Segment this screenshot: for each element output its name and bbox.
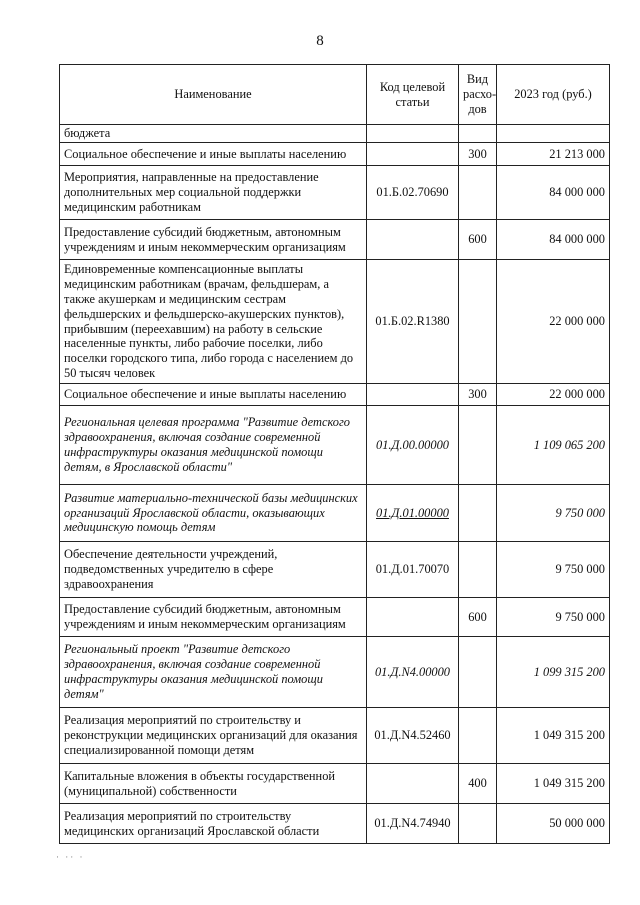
row-name-cell: Единовременные компенсационные выплаты медицинским работникам (врачам, фельдшерам, а также акушеркам и медицинским сестрам фельдшерских и фельдшерско-акушерских пунктов), прибывшим (переехавшим) на работу в сельские населенные пункты, либо рабочие поселки, либо поселки городского типа, либо города с населением до 50 тысяч человек xyxy=(60,260,367,384)
row-code-cell: 01.Б.02.R1380 xyxy=(367,260,459,384)
row-type-cell xyxy=(459,542,497,598)
row-name-cell: Капитальные вложения в объекты государственной (муниципальной) собственности xyxy=(60,764,367,804)
row-name-cell: Мероприятия, направленные на предоставление дополнительных мер социальной поддержки медицинским работникам xyxy=(60,166,367,220)
table-row xyxy=(60,708,610,764)
row-code-cell: 01.Д.N4.74940 xyxy=(367,804,459,844)
row-name-cell: Обеспечение деятельности учреждений, подведомственных учредителю в сфере здравоохранения xyxy=(60,542,367,598)
row-code-cell: 01.Б.02.70690 xyxy=(367,166,459,220)
table-row xyxy=(60,143,610,166)
row-code-cell xyxy=(367,485,459,542)
row-sum-cell: 21 213 000 xyxy=(497,143,610,166)
row-code-cell xyxy=(367,598,459,637)
row-sum-cell: 9 750 000 xyxy=(497,542,610,598)
header-name: Наименование xyxy=(60,65,367,125)
header-type: Вид расхо-дов xyxy=(459,65,497,125)
table-row xyxy=(60,598,610,637)
row-name-cell: Предоставление субсидий бюджетным, автономным учреждениям и иным некоммерческим организациям xyxy=(60,598,367,637)
row-sum-cell: 1 049 315 200 xyxy=(497,764,610,804)
row-sum-cell: 1 099 315 200 xyxy=(497,637,610,708)
row-sum-cell: 84 000 000 xyxy=(497,166,610,220)
row-name-cell: бюджета xyxy=(60,125,367,143)
row-name-cell: Развитие материально-технической базы медицинских организаций Ярославской области, оказывающих медицинскую помощь детям xyxy=(60,485,367,542)
row-sum-cell: 50 000 000 xyxy=(497,804,610,844)
table-row xyxy=(60,637,610,708)
row-name-cell: Реализация мероприятий по строительству медицинских организаций Ярославской области xyxy=(60,804,367,844)
header-code: Код целевой статьи xyxy=(367,65,459,125)
table-row xyxy=(60,542,610,598)
budget-table xyxy=(59,64,610,844)
row-type-cell: 300 xyxy=(459,384,497,406)
row-type-cell: 600 xyxy=(459,598,497,637)
table-row xyxy=(60,260,610,384)
row-name-cell: Региональный проект "Развитие детского здравоохранения, включая создание современной инфраструктуры оказания медицинской помощи детям" xyxy=(60,637,367,708)
row-type-cell xyxy=(459,166,497,220)
row-type-cell xyxy=(459,406,497,485)
row-type-cell: 600 xyxy=(459,220,497,260)
header-sum: 2023 год (руб.) xyxy=(497,65,610,125)
row-name-cell: Предоставление субсидий бюджетным, автономным учреждениям и иным некоммерческим организациям xyxy=(60,220,367,260)
row-sum-cell: 9 750 000 xyxy=(497,485,610,542)
row-type-cell xyxy=(459,260,497,384)
row-sum-cell: 1 049 315 200 xyxy=(497,708,610,764)
row-type-cell xyxy=(459,485,497,542)
table-row xyxy=(60,125,610,143)
table-row xyxy=(60,166,610,220)
row-sum-cell: 1 109 065 200 xyxy=(497,406,610,485)
table-header-row xyxy=(60,65,610,125)
row-name-cell: Реализация мероприятий по строительству и реконструкции медицинских организаций для оказания специализированной помощи детям xyxy=(60,708,367,764)
row-code-cell xyxy=(367,143,459,166)
row-type-cell: 300 xyxy=(459,143,497,166)
row-code-cell: 01.Д.00.00000 xyxy=(367,406,459,485)
row-code-cell xyxy=(367,220,459,260)
row-code-cell xyxy=(367,125,459,143)
row-code-cell xyxy=(367,764,459,804)
table-body xyxy=(60,125,610,844)
table-row xyxy=(60,220,610,260)
row-sum-cell: 84 000 000 xyxy=(497,220,610,260)
row-type-cell xyxy=(459,125,497,143)
row-sum-cell: 9 750 000 xyxy=(497,598,610,637)
row-code-cell xyxy=(367,384,459,406)
row-name-cell: Социальное обеспечение и иные выплаты населению xyxy=(60,143,367,166)
row-type-cell xyxy=(459,708,497,764)
table-row xyxy=(60,804,610,844)
row-code-text: 01.Д.01.00000 xyxy=(376,505,449,520)
table-row xyxy=(60,485,610,542)
row-type-cell xyxy=(459,804,497,844)
row-name-cell: Социальное обеспечение и иные выплаты населению xyxy=(60,384,367,406)
table-row xyxy=(60,406,610,485)
page-number: 8 xyxy=(316,33,324,49)
table-row xyxy=(60,384,610,406)
row-sum-cell: 22 000 000 xyxy=(497,384,610,406)
row-code-cell: 01.Д.N4.00000 xyxy=(367,637,459,708)
row-sum-cell xyxy=(497,125,610,143)
table-row xyxy=(60,764,610,804)
row-name-cell: Региональная целевая программа "Развитие детского здравоохранения, включая создание современной инфраструктуры оказания медицинской помощи детям, в Ярославской области" xyxy=(60,406,367,485)
row-sum-cell: 22 000 000 xyxy=(497,260,610,384)
row-type-cell: 400 xyxy=(459,764,497,804)
row-code-cell: 01.Д.01.70070 xyxy=(367,542,459,598)
scan-specks: · ·· · xyxy=(56,852,85,862)
row-type-cell xyxy=(459,637,497,708)
row-code-cell: 01.Д.N4.52460 xyxy=(367,708,459,764)
